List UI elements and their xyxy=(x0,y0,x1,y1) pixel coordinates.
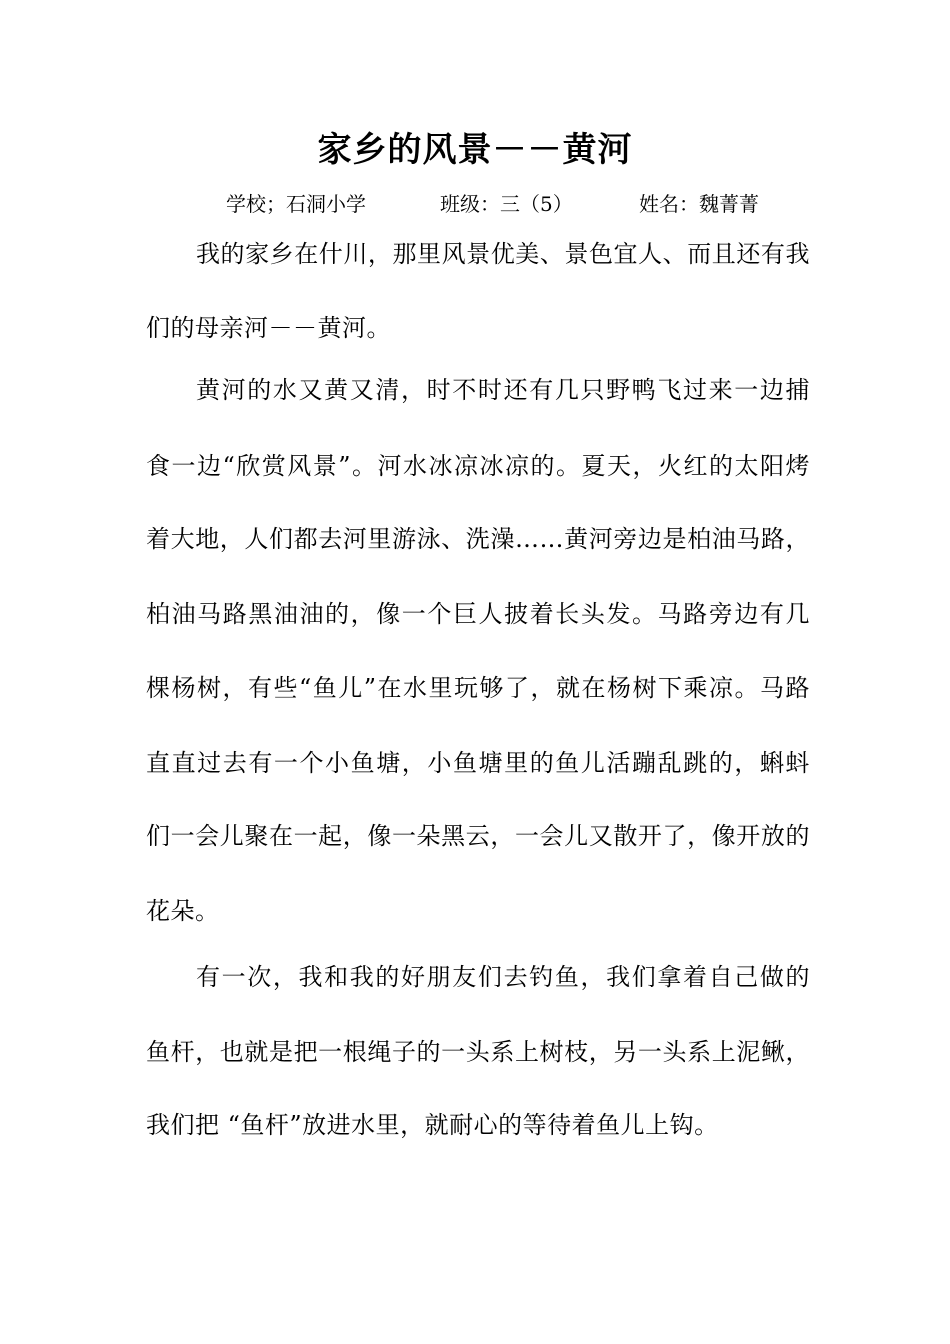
text-line: 黄河的水又黄又清，时不时还有几只野鸭飞过来一边捕 xyxy=(196,376,810,404)
text-line: 我的家乡在什川，那里风景优美、景色宜人、而且还有我 xyxy=(196,240,810,268)
text-line: 柏油马路黑油油的，像一个巨人披着长头发。马路旁边有几 xyxy=(146,600,810,628)
text-line: 们的母亲河－－黄河。 xyxy=(146,314,391,342)
class-label: 班级：三（5） xyxy=(440,192,573,216)
text-line: 我们把 “鱼杆”放进水里，就耐心的等待着鱼儿上钩。 xyxy=(146,1111,719,1139)
text-line: 着大地，人们都去河里游泳、洗澡……黄河旁边是柏油马路， xyxy=(146,525,810,553)
text-line: 花朵。 xyxy=(146,897,220,925)
text-line: 食一边“欣赏风景”。河水冰凉冰凉的。夏天，火红的太阳烤 xyxy=(146,452,810,480)
text-line: 有一次，我和我的好朋友们去钓鱼，我们拿着自己做的 xyxy=(196,963,810,991)
school-label: 学校；石洞小学 xyxy=(226,192,366,216)
text-line: 鱼杆，也就是把一根绳子的一头系上树枝，另一头系上泥鳅， xyxy=(146,1038,810,1066)
document-title: 家乡的风景－－黄河 xyxy=(317,130,633,170)
text-line: 棵杨树，有些“鱼儿”在水里玩够了，就在杨树下乘凉。马路 xyxy=(146,674,810,702)
text-line: 直直过去有一个小鱼塘，小鱼塘里的鱼儿活蹦乱跳的，蝌蚪 xyxy=(146,749,810,777)
text-line: 们一会儿聚在一起，像一朵黑云，一会儿又散开了，像开放的 xyxy=(146,822,810,850)
name-label: 姓名：魏菁菁 xyxy=(639,192,759,216)
